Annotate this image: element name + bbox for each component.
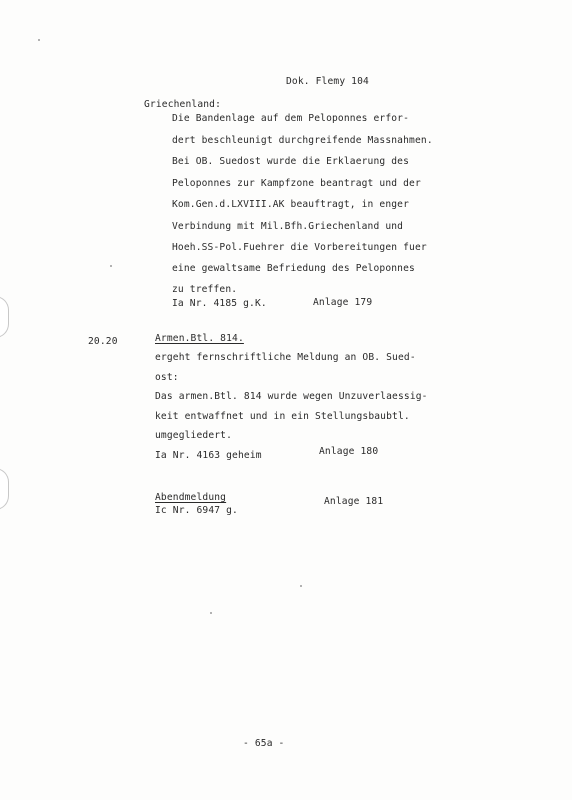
paper-speck — [210, 612, 212, 614]
section-title: Armen.Btl. 814. — [155, 333, 244, 344]
text-line: Die Bandenlage auf dem Peloponnes erfor- — [172, 113, 410, 124]
text-line: keit entwaffnet und in ein Stellungsbaubtl. — [155, 411, 410, 422]
anlage-label: Anlage 179 — [313, 297, 373, 308]
text-line: dert beschleunigt durchgreifende Massnahmen. — [172, 135, 433, 146]
paper-speck — [38, 39, 40, 41]
anlage-label: Anlage 180 — [319, 446, 379, 457]
text-line: Kom.Gen.d.LXVIII.AK beauftragt, in enger — [172, 199, 410, 210]
text-line: eine gewaltsame Befriedung des Peloponnes — [172, 263, 415, 274]
reference-number: Ia Nr. 4185 g.K. — [172, 298, 267, 309]
text-line: Hoeh.SS-Pol.Fuehrer die Vorbereitungen fuer — [172, 242, 427, 253]
text-line: Bei OB. Suedost wurde die Erklaerung des — [172, 156, 410, 167]
text-line: ost: — [155, 372, 179, 383]
region-heading: Griechenland: — [144, 99, 222, 110]
text-line: Verbindung mit Mil.Bfh.Griechenland und — [172, 221, 404, 232]
punch-hole — [0, 468, 9, 510]
section-title: Abendmeldung — [155, 492, 227, 503]
text-line: zu treffen. — [172, 284, 238, 295]
paper-speck — [300, 585, 302, 587]
reference-number: Ic Nr. 6947 g. — [155, 505, 238, 516]
reference-number: Ia Nr. 4163 geheim — [155, 450, 262, 461]
time-entry: 20.20 — [88, 336, 118, 347]
text-line: Peloponnes zur Kampfzone beantragt und der — [172, 178, 421, 189]
text-line: umgegliedert. — [155, 430, 233, 441]
text-line: ergeht fernschriftliche Meldung an OB. Sued- — [155, 352, 416, 363]
punch-hole — [0, 296, 9, 338]
page-number: - 65a - — [243, 738, 285, 749]
document-reference: Dok. Flemy 104 — [286, 76, 369, 87]
anlage-label: Anlage 181 — [324, 496, 384, 507]
paper-speck — [110, 265, 112, 267]
text-line: Das armen.Btl. 814 wurde wegen Unzuverlaessig- — [155, 391, 428, 402]
